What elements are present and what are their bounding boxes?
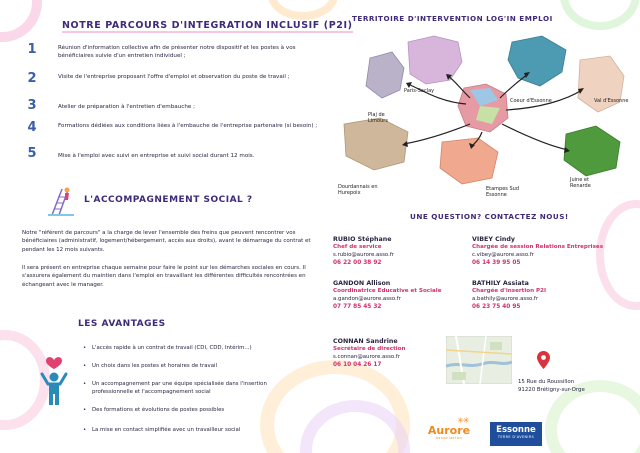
map-label-etampes: Etampes Sud Essonne <box>486 186 520 198</box>
location-pin-icon <box>537 351 550 369</box>
contact-phone[interactable]: 06 10 04 26 17 <box>333 362 382 368</box>
contact-role: Chargée d'insertion P2I <box>472 288 547 294</box>
step-text: Visite de l'entreprise proposant l'offre d'emploi et observation du poste de travail ; <box>58 74 290 80</box>
map-region-etampes <box>440 138 498 184</box>
contact-phone[interactable]: 07 77 85 45 32 <box>333 304 382 310</box>
map-label-coeur-essonne: Coeur d'Essonne <box>510 98 552 104</box>
step-text: Mise à l'emploi avec suivi en entreprise et suivi social durant 12 mois. <box>58 153 255 159</box>
step-4 <box>22 122 322 146</box>
avantage-item: • Un accompagnement par une équipe spécialisée dans l'insertion professionnelle et l'accompagnement social <box>92 380 307 396</box>
step-1 <box>22 44 322 68</box>
step-number: 5 <box>27 146 37 161</box>
contact-email[interactable]: s.rubio@aurore.asso.fr <box>333 252 394 258</box>
aurore-logo: ✳✳ Aurore association <box>427 416 471 440</box>
map-region-limours <box>366 52 404 98</box>
step-number: 2 <box>27 71 37 86</box>
contact-email[interactable]: s.connan@aurore.asso.fr <box>333 354 400 360</box>
contact-card-gandon <box>333 280 468 310</box>
accompagnement-paragraph-1: Notre "référent de parcours" a la charge de lever l'ensemble des freins que peuvent rencontrer vos bénéficiaires (administratif, logement/hébergement, accès aux droits), avant le démarrage du contrat et pendant les 12 mois suivants. <box>22 230 311 253</box>
territoire-title: TERRITOIRE D'INTERVENTION LOG'IN EMPLOI <box>352 14 553 23</box>
avantage-item: • Des formations et évolutions de postes possibles <box>92 406 307 414</box>
avantage-item: • L'accès rapide à un contrat de travail (CDI, CDD, Intérim...) <box>92 344 307 352</box>
contact-name: RUBIO Stéphane <box>333 236 392 243</box>
step-number: 4 <box>27 120 37 135</box>
step-3 <box>22 100 322 124</box>
step-text: Réunion d'information collective afin de présenter notre dispositif et les postes à vos bénéficiaires suivie d'un entretien individuel ; <box>58 45 296 59</box>
step-number: 3 <box>27 98 37 113</box>
map-region-coeur-essonne <box>508 36 566 86</box>
contact-role: Chef de service <box>333 244 382 250</box>
contact-card-bathily <box>472 280 607 310</box>
avantage-item: • La mise en contact simplifiée avec un travailleur social <box>92 426 307 434</box>
contact-phone[interactable]: 06 23 75 40 95 <box>472 304 521 310</box>
step-text: Atelier de préparation à l'entretien d'embauche ; <box>58 104 195 110</box>
map-label-juine: Juine et Renarde <box>570 177 591 189</box>
map-region-juine <box>564 126 620 176</box>
contact-name: BATHILY Assiata <box>472 280 529 287</box>
address-line-2: 91220 Brétigny-sur-Orge <box>518 387 585 393</box>
contact-phone[interactable]: 06 14 39 95 05 <box>472 260 521 266</box>
person-heart-icon <box>36 348 72 408</box>
essonne-logo: Essonne TERRE D'AVENIRS <box>490 422 542 446</box>
aurore-logo-mark: ✳✳ <box>457 416 469 425</box>
contact-email[interactable]: a.bathily@aurore.asso.fr <box>472 296 539 302</box>
address <box>518 378 585 394</box>
ladder-illustration-icon <box>46 185 76 217</box>
decorative-circle-bottom-center-2 <box>300 400 410 453</box>
step-number: 1 <box>27 42 37 57</box>
contacts-title: UNE QUESTION? CONTACTEZ NOUS! <box>410 212 569 221</box>
map-label-val-essonne: Val d'Essonne <box>594 98 629 104</box>
step-text: Formations dédiées aux conditions liées à l'embauche de l'entreprise partenaire (si besoin) ; <box>58 123 318 129</box>
parcours-title: NOTRE PARCOURS D'INTEGRATION INCLUSIF (P2I) <box>62 20 353 31</box>
map-label-limours: Plaj de Limours <box>368 112 388 124</box>
accompagnement-paragraph-2: Il sera présent en entreprise chaque semaine pour faire le point sur les démarches sociales en cours. Il s'assurera également du maintien dans l'emploi en travaillant les différentes difficultés rencontrées en échangeant avec le manager. <box>22 265 306 288</box>
decorative-circle-top-left <box>0 0 42 42</box>
avantage-item: • Un choix dans les postes et horaires de travail <box>92 362 307 370</box>
contact-role: Coordinatrice Educative et Sociale <box>333 288 442 294</box>
decorative-circle-top-center <box>268 0 338 20</box>
map-region-paris-saclay <box>408 36 462 84</box>
location-minimap[interactable] <box>446 336 512 384</box>
contact-email[interactable]: a.gandon@aurore.asso.fr <box>333 296 401 302</box>
title-underline <box>62 31 353 33</box>
contact-phone[interactable]: 06 22 00 38 92 <box>333 260 382 266</box>
step-5 <box>22 148 322 172</box>
contact-name: GANDON Allison <box>333 280 391 287</box>
contact-email[interactable]: c.vibey@aurore.asso.fr <box>472 252 534 258</box>
map-region-dourdannais <box>344 118 408 170</box>
contact-card-vibey <box>472 236 632 266</box>
map-label-dourdannais: Dourdannais en Hurepoix <box>338 184 378 196</box>
contact-role: Secrétaire de direction <box>333 346 406 352</box>
contact-name: VIBEY Cindy <box>472 236 515 243</box>
step-2 <box>22 73 322 97</box>
decorative-circle-top-right <box>560 0 640 30</box>
contact-role: Chargée de session Relations Entreprises <box>472 244 604 250</box>
address-line-1: 15 Rue du Roussillon <box>518 379 575 385</box>
contact-card-rubio <box>333 236 468 266</box>
map-label-paris-saclay: Paris-Saclay <box>404 88 435 94</box>
avantages-title: LES AVANTAGES <box>78 319 166 329</box>
accompagnement-title: L'ACCOMPAGNEMENT SOCIAL ? <box>84 195 253 205</box>
contact-name: CONNAN Sandrine <box>333 338 398 345</box>
